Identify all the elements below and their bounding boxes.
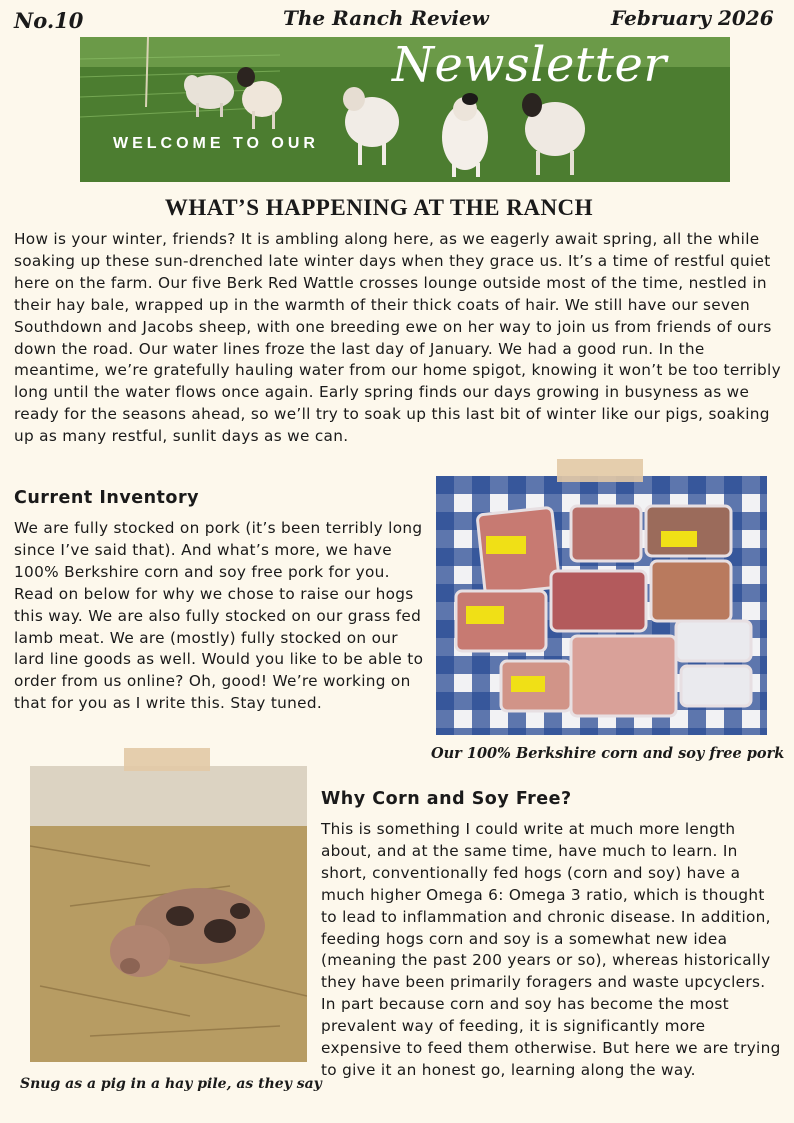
banner-sheep-photo — [80, 37, 730, 182]
pig-photo-caption: Snug as a pig in a hay pile, as they say — [20, 1076, 322, 1092]
intro-paragraph: How is your winter, friends? It is ambling along here, as we eagerly await spring, all the while soaking up these sun-drenched late winter days when they grace us. It’s a time of restful quiet here on the farm. Our five Berk Red Wattle crosses lounge outside most of the time, nestled in their hay bale, wrapped up in the warmth of their thick coats of hair. We still have our seven Southdown and Jacobs sheep, with one breeding ewe on her way to join us from friends of ours down the road. Our water lines froze the last day of January. We had a good run. In the meantime, we’re gratefully hauling water from our home spigot, knowing it won’t be too terribly long until the water flows once again. Early spring finds our days growing in busyness as we ready for the seasons ahead, so we’ll try to soak up this last bit of winter like our pigs, soaking up as many restful, sunlit days as we can. — [14, 230, 781, 446]
banner-title: Newsletter — [392, 37, 667, 93]
why-paragraph: This is something I could write at much more length about, and at the same time, have much to learn. In short, conventionally fed hogs (corn and soy) have a much higher Omega 6: Omega 3 ratio, which is thought to lead to inflammation and chronic disease. In addition, feeding hogs corn and soy is a somewhat new idea (meaning the past 200 years or so), whereas historically they have been primarily foragers and waste upcyclers. In part because corn and soy has become the most prevalent way of feeding, it is significantly more expensive to feed them otherwise. But here we are trying to give it an honest go, learning along the way. — [321, 820, 781, 1079]
pig-hay-image — [30, 766, 307, 1062]
pork-photo-caption: Our 100% Berkshire corn and soy free pork — [431, 745, 785, 762]
pork-packages-image — [436, 476, 767, 735]
inventory-heading: Current Inventory — [14, 488, 199, 508]
section-title: WHAT’S HAPPENING AT THE RANCH — [164, 195, 594, 220]
pork-products-photo — [436, 476, 767, 735]
tape-decoration — [124, 748, 210, 771]
pig-in-hay-photo — [30, 766, 307, 1062]
publication-title: The Ranch Review — [283, 6, 489, 30]
banner-welcome: WELCOME TO OUR — [113, 135, 319, 152]
why-heading: Why Corn and Soy Free? — [321, 789, 572, 809]
tape-decoration — [557, 459, 643, 482]
issue-number: No.10 — [14, 8, 84, 33]
issue-date: February 2026 — [611, 6, 774, 30]
inventory-paragraph: We are fully stocked on pork (it’s been terribly long since I’ve said that). And what’s more, we have 100% Berkshire corn and soy free pork for you. Read on below for why we chose to raise our hogs this way. We are also fully stocked on our grass fed lamb meat. We are (mostly) fully stocked on our lard line goods as well. Would you like to be able to order from us online? Oh, good! We’re working on that for you as I write this. Stay tuned. — [14, 519, 424, 713]
